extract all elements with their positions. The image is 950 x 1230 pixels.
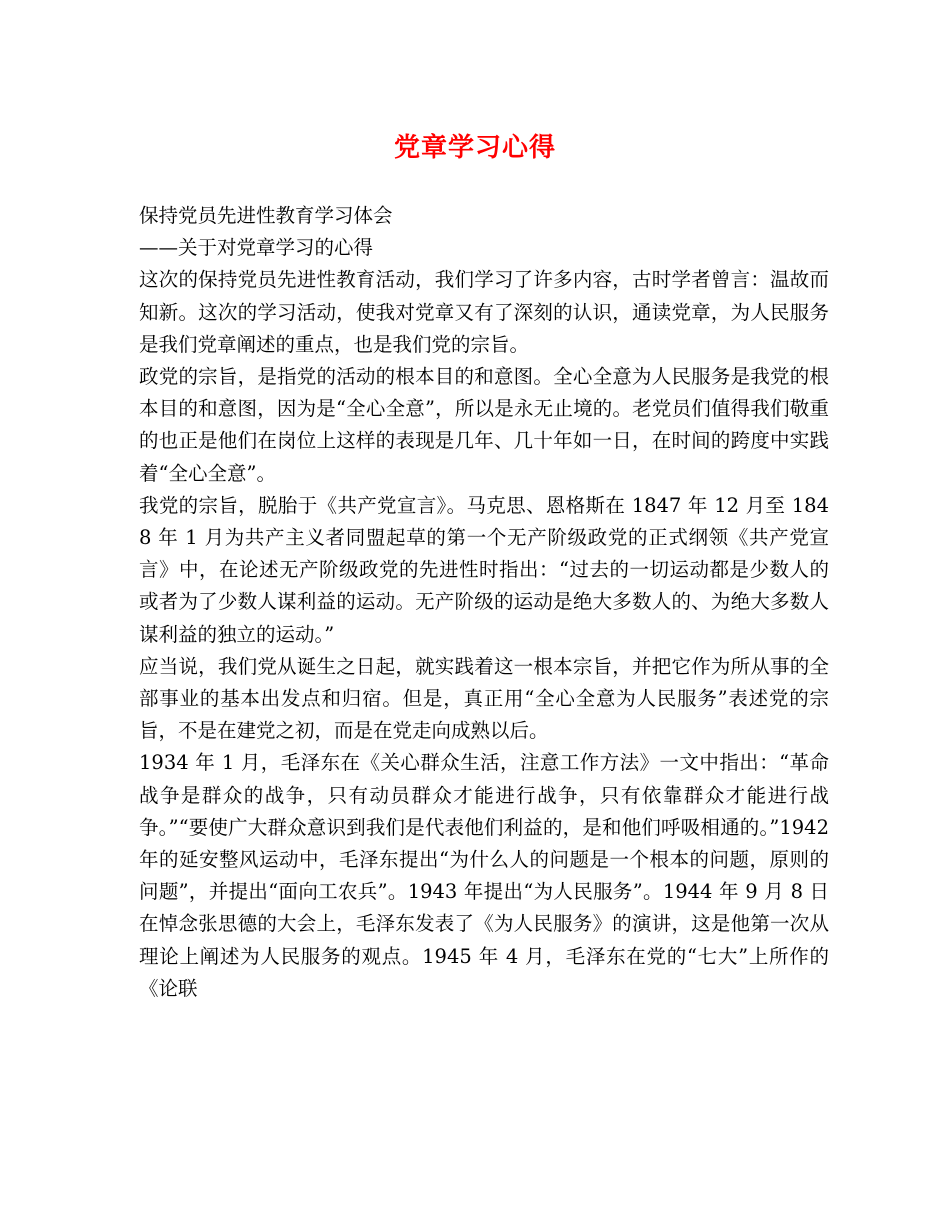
body-paragraph: 这次的保持党员先进性教育活动，我们学习了许多内容，古时学者曾言：温故而知新。这次的学习活动，使我对党章又有了深刻的认识，通读党章，为人民服务是我们党章阐述的重点，也是我们党的宗旨。 [139,268,829,356]
body-paragraph: 政党的宗旨，是指党的活动的根本目的和意图。全心全意为人民服务是我党的根本目的和意图，因为是“全心全意”，所以是永无止境的。老党员们值得我们敬重的也正是他们在岗位上这样的表现是几年、几十年如一日，在时间的跨度中实践着“全心全意”。 [139,365,829,485]
subtitle-subline: ——关于对党章学习的心得 [139,236,374,260]
subtitle-line: 保持党员先进性教育学习体会 [139,204,393,227]
body-paragraph: 应当说，我们党从诞生之日起，就实践着这一根本宗旨，并把它作为所从事的全部事业的基本出发点和归宿。但是，真正用“全心全意为人民服务”表述党的宗旨，不是在建党之初，而是在党走向成熟以后。 [139,654,829,743]
body-paragraph: 我党的宗旨，脱胎于《共产党宣言》。马克思、恩格斯在 1847 年 12 月至 1848 年 1 月为共产主义者同盟起草的第一个无产阶级政党的正式纲领《共产党宣言》中，在论述无产阶级政党的先进性时指出：“过去的一切运动都是少数人的或者为了少数人谋利益的运动。无产阶级的运动是绝大多数人的、为绝大多数人谋利益的独立的运动。” [139,493,829,646]
document-body [139,200,829,1005]
document-title: 党章学习心得 [393,133,556,163]
body-paragraph: 1934 年 1 月，毛泽东在《关心群众生活，注意工作方法》一文中指出：“革命战争是群众的战争，只有动员群众才能进行战争，只有依靠群众才能进行战争。”“要使广大群众意识到我们是代表他们利益的，是和他们呼吸相通的。”1942 年的延安整风运动中，毛泽东提出“为什么人的问题是一个根本的问题，原则的问题”，并提出“面向工农兵”。1943 年提出“为人民服务”。1944 年 9 月 8 日在悼念张思德的大会上，毛泽东发表了《为人民服务》的演讲，这是他第一次从理论上阐述为人民服务的观点。1945 年 4 月，毛泽东在党的“七大”上所作的《论联 [139,751,829,1000]
